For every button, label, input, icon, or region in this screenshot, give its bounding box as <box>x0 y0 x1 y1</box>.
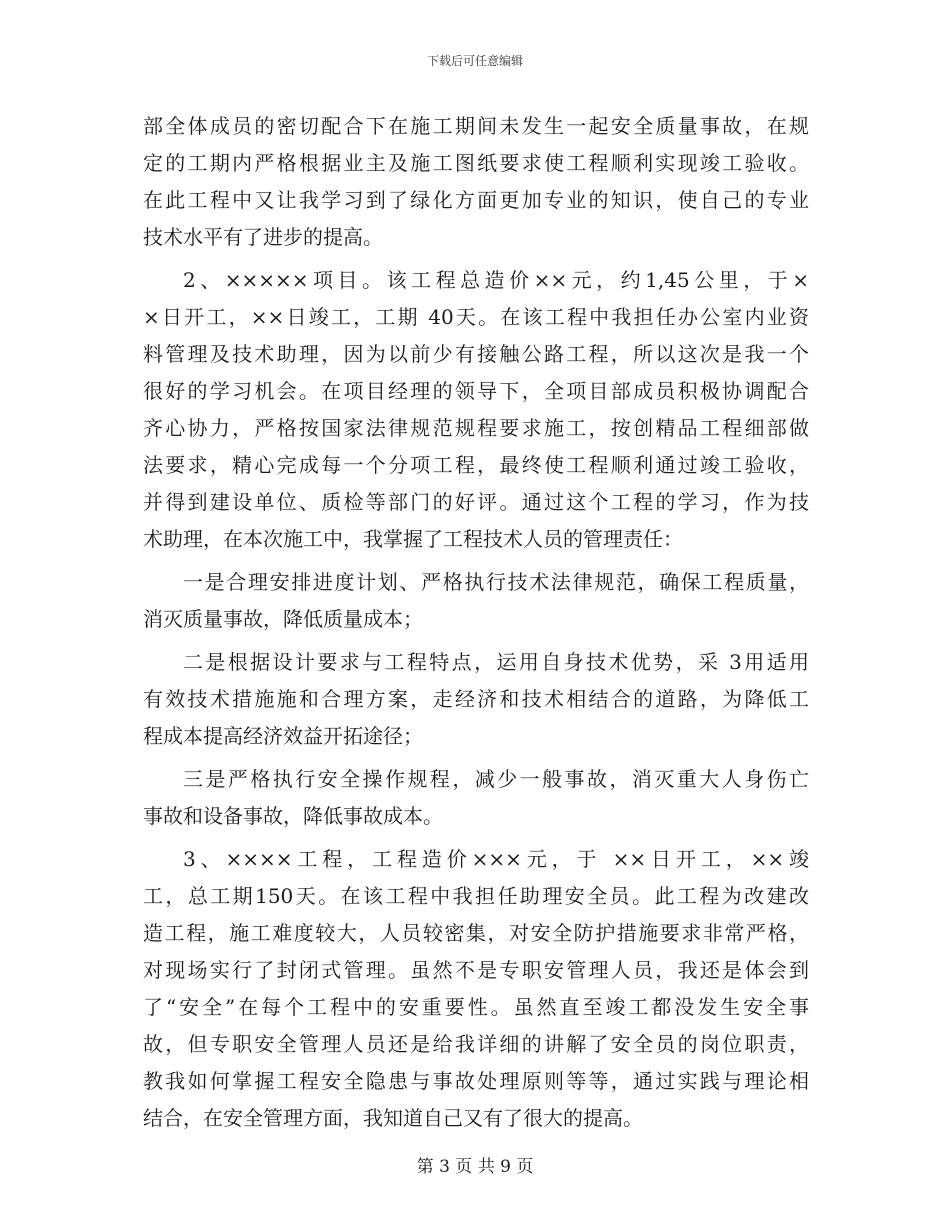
text-line: 术助理，在本次施工中，我掌握了工程技术人员的管理责任： <box>143 527 683 551</box>
page-header: 下载后可任意编辑 <box>426 54 523 68</box>
document-body <box>143 108 809 1137</box>
text-line: 2、×××××项目。该工程总造价××元，约1,45公里，于× <box>183 268 809 292</box>
text-line: 定的工期内严格根据业主及施工图纸要求使工程顺利实现竣工验收。 <box>143 151 809 175</box>
text-line: 一是合理安排进度计划、严格执行技术法律规范，确保工程质量， <box>183 570 809 594</box>
paragraph-1 <box>143 108 809 256</box>
text-line: 消灭质量事故，降低质量成本； <box>143 607 423 631</box>
text-line: 工，总工期150天。在该工程中我担任助理安全员。此工程为改建改 <box>143 884 809 908</box>
text-line: 对现场实行了封闭式管理。虽然不是专职安管理人员，我还是体会到 <box>143 958 809 982</box>
text-line: 3、××××工程，工程造价×××元，于 ××日开工，××竣 <box>183 847 809 871</box>
text-line: 在此工程中又让我学习到了绿化方面更加专业的知识，使自己的专业 <box>143 188 809 212</box>
paragraph-6 <box>143 841 809 1137</box>
text-line: 并得到建设单位、质检等部门的好评。通过这个工程的学习，作为技 <box>143 490 809 514</box>
text-line: 结合，在安全管理方面，我知道自己又有了很大的提高。 <box>143 1106 643 1130</box>
text-line: 技术水平有了进步的提高。 <box>143 225 383 249</box>
text-line: 二是根据设计要求与工程特点，运用自身技术优势，采 3用适用 <box>183 650 809 674</box>
text-line: 部全体成员的密切配合下在施工期间未发生一起安全质量事故，在规 <box>143 114 809 138</box>
paragraph-2 <box>143 262 809 558</box>
text-line: 造工程，施工难度较大，人员较密集，对安全防护措施要求非常严格， <box>143 921 809 945</box>
text-line: 三是严格执行安全操作规程，减少一般事故，消灭重大人身伤亡 <box>183 767 809 791</box>
text-line: 事故和设备事故，降低事故成本。 <box>143 804 443 828</box>
text-line: 程成本提高经济效益开拓途径； <box>143 724 423 748</box>
paragraph-3 <box>143 564 809 638</box>
text-line: 故，但专职安全管理人员还是给我详细的讲解了安全员的岗位职责， <box>143 1032 809 1056</box>
text-line: 齐心协力，严格按国家法律规范规程要求施工，按创精品工程细部做 <box>143 416 809 440</box>
paragraph-5 <box>143 761 809 835</box>
text-line: 法要求，精心完成每一个分项工程，最终使工程顺利通过竣工验收， <box>143 453 809 477</box>
text-line: 料管理及技术助理，因为以前少有接触公路工程，所以这次是我一个 <box>143 342 809 366</box>
paragraph-4 <box>143 644 809 755</box>
text-line: 了“安全”在每个工程中的安重要性。虽然直至竣工都没发生安全事 <box>143 995 809 1019</box>
text-line: 很好的学习机会。在项目经理的领导下，全项目部成员积极协调配合 <box>143 379 809 403</box>
text-line: 有效技术措施施和合理方案，走经济和技术相结合的道路，为降低工 <box>143 687 809 711</box>
text-line: 教我如何掌握工程安全隐患与事故处理原则等等，通过实践与理论相 <box>143 1069 809 1093</box>
text-line: ×日开工，××日竣工，工期 40天。在该工程中我担任办公室内业资 <box>143 305 809 329</box>
page-number-footer: 第 3 页 共 9 页 <box>416 1157 534 1177</box>
